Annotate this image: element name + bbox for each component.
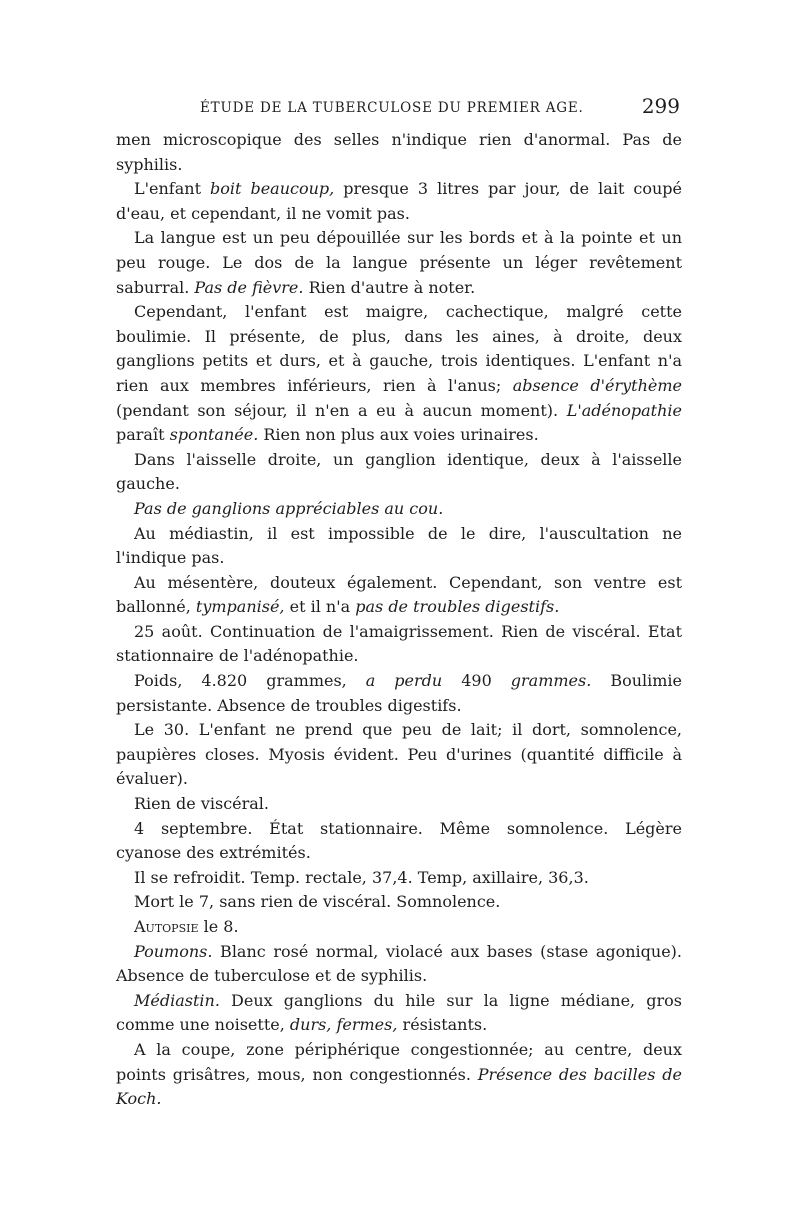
paragraph xyxy=(116,669,682,718)
text-run: 25 août. Continuation de l'amaigrissement. Rien de viscéral. Etat stationnaire de l'adénopathie. xyxy=(116,621,682,666)
text-run: Il se refroidit. Temp. rectale, 37,4. Temp, axillaire, 36,3. xyxy=(134,867,589,887)
paragraph xyxy=(116,817,682,866)
text-run: (pendant son séjour, il n'en a eu à aucun moment). xyxy=(116,400,567,420)
italic-text: pas de troubles digestifs. xyxy=(355,597,560,617)
italic-text: a perdu xyxy=(365,671,443,691)
paragraph xyxy=(116,989,682,1038)
italic-text: boit beaucoup, xyxy=(210,179,335,199)
text-run: Poids, 4.820 grammes, xyxy=(134,671,366,691)
text-run: men microscopique des selles n'indique rien d'anormal. Pas de syphilis. xyxy=(116,130,682,174)
paragraph xyxy=(116,128,682,177)
text-run: Rien de viscéral. xyxy=(134,794,270,814)
text-run: Boulimie persistante. Absence de troubles digestifs. xyxy=(116,671,683,715)
text-run: résistants. xyxy=(397,1015,488,1035)
paragraph xyxy=(116,226,682,300)
paragraph xyxy=(116,300,682,448)
paragraph xyxy=(116,448,682,497)
text-run: Au médiastin, il est impossible de le dire, l'auscultation ne l'indique pas. xyxy=(116,523,682,568)
running-title: ÉTUDE DE LA TUBERCULOSE DU PREMIER AGE. xyxy=(200,100,584,116)
text-run: L'enfant xyxy=(134,179,211,199)
text-run: Deux ganglions du hile sur la ligne médiane, gros comme une noisette, xyxy=(116,990,682,1035)
italic-text: Poumons. xyxy=(134,941,213,961)
italic-text: absence d'érythème xyxy=(512,375,683,395)
paragraph xyxy=(116,792,682,817)
paragraph xyxy=(116,718,682,792)
italic-text: L'adénopathie xyxy=(566,400,682,420)
text-run: Rien non plus aux voies urinaires. xyxy=(258,425,539,445)
text-run: A la coupe, zone périphérique congestionnée; au centre, deux points grisâtres, mous, non congestionnés. xyxy=(116,1039,682,1084)
running-head xyxy=(116,92,684,122)
italic-text: spontanée. xyxy=(169,425,259,445)
body-text xyxy=(116,128,682,1112)
paragraph xyxy=(116,890,682,915)
paragraph xyxy=(116,866,682,891)
text-run: Cependant, l'enfant est maigre, cachectique, malgré cette boulimie. Il présente, de plus, dans les aines, à droite, deux ganglions petits et durs, et à gauche, trois identiques. L'enfant n'a rien aux membres inférieurs, rien à l'anus; xyxy=(116,302,682,395)
page-number: 299 xyxy=(641,94,680,118)
italic-text: tympanisé, xyxy=(195,597,285,617)
paragraph xyxy=(116,940,682,989)
text-run: Le 30. L'enfant ne prend que peu de lait; il dort, somnolence, paupières closes. Myosis évident. Peu d'urines (quantité difficile à évaluer). xyxy=(116,720,682,789)
text-run: Dans l'aisselle droite, un ganglion identique, deux à l'aisselle gauche. xyxy=(116,449,682,494)
text-run: le 8. xyxy=(198,917,239,936)
paragraph xyxy=(116,497,682,522)
text-run: Mort le 7, sans rien de viscéral. Somnolence. xyxy=(134,892,501,912)
text-run: et il n'a xyxy=(284,597,356,617)
italic-text: Présence des bacilles de Koch. xyxy=(116,1064,682,1109)
text-run: paraît xyxy=(116,425,170,445)
paragraph xyxy=(116,522,682,571)
paragraph xyxy=(116,571,682,620)
text-run: 490 xyxy=(442,671,511,691)
smallcaps-text: Autopsie xyxy=(134,917,199,936)
text-run: Rien d'autre à noter. xyxy=(303,277,476,297)
text-run: La langue est un peu dépouillée sur les bords et à la pointe et un peu rouge. Le dos de la langue présente un léger revêtement saburral. xyxy=(116,228,682,297)
italic-text: Pas de ganglions appréciables au cou. xyxy=(134,498,444,518)
paragraph xyxy=(116,915,682,940)
text-run: 4 septembre. État stationnaire. Même somnolence. Légère cyanose des extrémités. xyxy=(116,818,682,863)
text-run: Blanc rosé normal, violacé aux bases (stase agonique). Absence de tuberculose et de syphilis. xyxy=(116,941,682,986)
paragraph xyxy=(116,177,682,226)
paragraph xyxy=(116,620,682,669)
italic-text: Pas de fièvre. xyxy=(194,277,304,297)
italic-text: Médiastin. xyxy=(134,990,220,1010)
text-run: Au mésentère, douteux également. Cependant, son ventre est ballonné, xyxy=(116,572,682,617)
italic-text: grammes. xyxy=(510,671,592,691)
paragraph xyxy=(116,1038,682,1112)
italic-text: durs, fermes, xyxy=(289,1015,398,1035)
text-run: presque 3 litres par jour, de lait coupé d'eau, et cependant, il ne vomit pas. xyxy=(116,179,682,223)
